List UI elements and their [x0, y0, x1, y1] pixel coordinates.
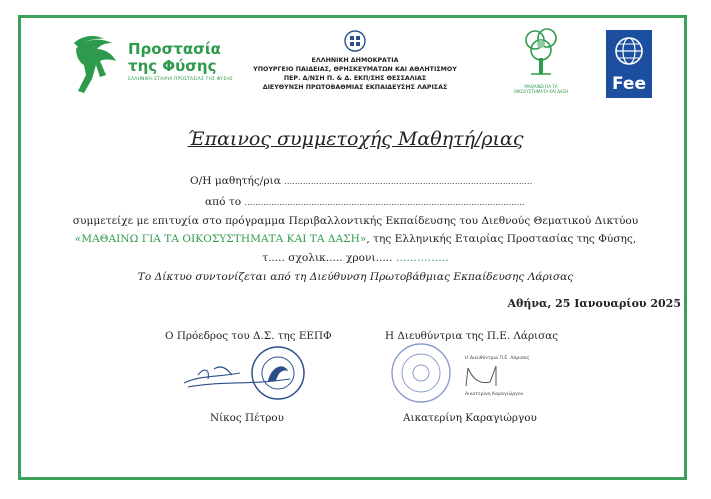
fee-logo-text: Fee [612, 74, 646, 94]
official-stamp-icon [390, 342, 452, 404]
school-year-text: τ..... σχολικ..... χρονι..... [262, 252, 393, 264]
globe-icon [614, 36, 644, 66]
student-dots: ………………………………………………………………………………… [284, 177, 533, 186]
tree-logo [512, 26, 570, 102]
society-logo-line3: ΕΛΛΗΝΙΚΗ ΕΤΑΙΡΙΑ ΠΡΟΣΤΑΣΙΑΣ ΤΗΣ ΦΥΣΗΣ [128, 77, 233, 82]
school-year-dots: …………… [395, 252, 449, 264]
tree-icon [521, 26, 561, 80]
director-name: Αικατερίνη Καραγιώργου [403, 412, 537, 424]
school-line [205, 196, 524, 208]
director-title: Η Διευθύντρια της Π.Ε. Λάρισας [385, 330, 559, 342]
stamp-name: Αικατερίνη Καραγιώργου [465, 392, 524, 397]
student-label: Ο/Η μαθητής/ρια [190, 175, 281, 187]
from-label: από το [205, 196, 242, 208]
fee-logo [606, 30, 652, 98]
president-name: Νίκος Πέτρου [210, 412, 284, 424]
body-line-2 [0, 233, 711, 245]
ibex-icon [70, 35, 128, 97]
president-signature-stamp [180, 345, 320, 403]
tree-logo-caption: ΜΑΘΑΙΝΩ ΓΙΑ ΤΑ ΟΙΚΟΣΥΣΤΗΜΑΤΑ ΚΑΙ ΔΑΣΗ [513, 84, 569, 94]
from-dots: …………………………………………………………………………………………… [244, 198, 525, 207]
certificate-title: Έπαινος συμμετοχής Μαθητή/ριας [187, 128, 524, 150]
society-logo-line2: της Φύσης [128, 57, 217, 75]
student-line [190, 175, 532, 187]
director-signature [462, 362, 502, 390]
body-line-2-rest: , της Ελληνικής Εταιρίας Προστασίας της Φύσης, [366, 233, 637, 245]
body-line-1: συμμετείχε με επιτυχία στο πρόγραμμα Περιβαλλοντικής Εκπαίδευσης του Διεθνούς Θεματικού Δικτύου [72, 215, 639, 227]
president-title: Ο Πρόεδρος του Δ.Σ. της ΕΕΠΦ [165, 330, 332, 342]
ministry-line4: ΔΙΕΥΘΥΝΣΗ ΠΡΩΤΟΒΑΘΜΙΑΣ ΕΚΠΑΙΔΕΥΣΗΣ ΛΑΡΙΣΑΣ [262, 84, 448, 91]
society-logo [70, 35, 233, 97]
stamp-text: Η Διευθύντρια Π.Ε. Λάρισας [465, 356, 530, 361]
issue-date: Αθήνα, 25 Ιανουαρίου 2025 [507, 297, 681, 310]
program-name: «ΜΑΘΑΙΝΩ ΓΙΑ ΤΑ ΟΙΚΟΣΥΣΤΗΜΑΤΑ ΚΑΙ ΤΑ ΔΑΣΗ» [74, 233, 367, 245]
school-year-line [0, 252, 711, 264]
network-note: Το Δίκτυο συντονίζεται από τη Διεύθυνση Πρωτοβάθμιας Εκπαίδευσης Λάρισας [137, 271, 574, 283]
society-logo-line1: Προστασία [128, 40, 221, 58]
ministry-line3: ΠΕΡ. Δ/ΝΣΗ Π. & Δ. ΕΚΠ/ΣΗΣ ΘΕΣΣΑΛΙΑΣ [283, 75, 427, 82]
ministry-line1: ΕΛΛΗΝΙΚΗ ΔΗΜΟΚΡΑΤΙΑ [311, 57, 399, 64]
ministry-header [235, 30, 475, 92]
greek-emblem-icon [344, 30, 366, 52]
ministry-line2: ΥΠΟΥΡΓΕΙΟ ΠΑΙΔΕΙΑΣ, ΘΡΗΣΚΕΥΜΑΤΩΝ ΚΑΙ ΑΘΛΗΤΙΣΜΟΥ [253, 66, 457, 73]
